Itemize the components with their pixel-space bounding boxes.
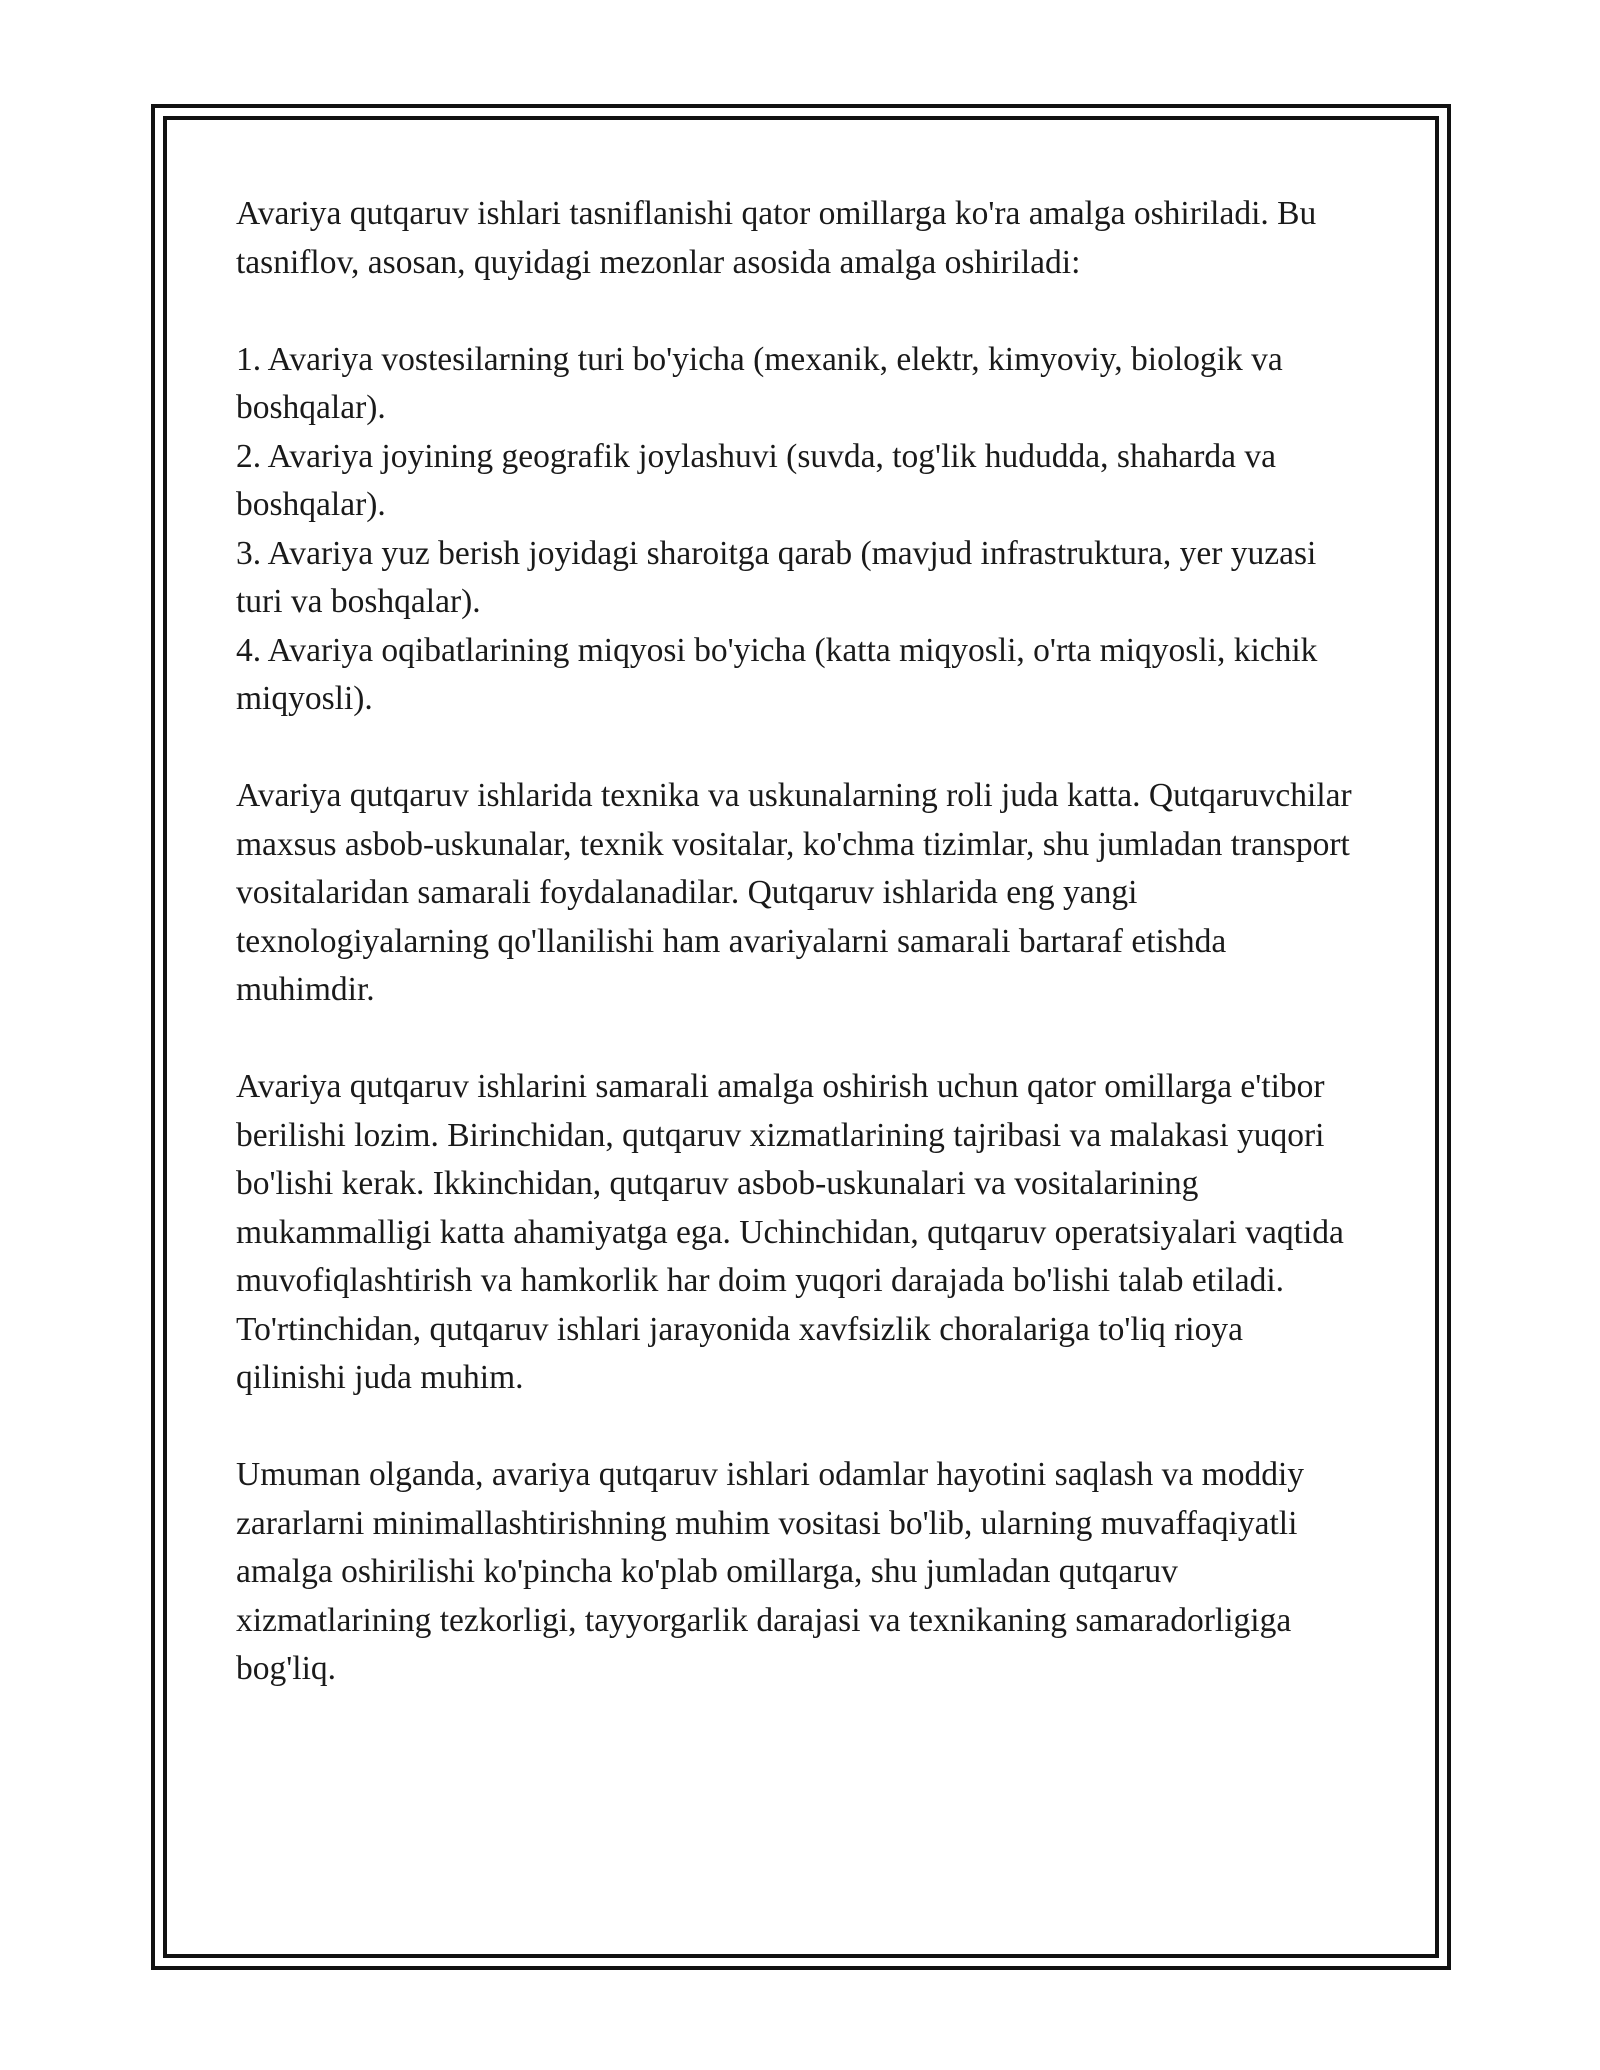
paragraph-factors: Avariya qutqaruv ishlarini samarali amalga oshirish uchun qator omillarga e'tibor berilishi lozim. Birinchidan, qutqaruv xizmatlarining tajribasi va malakasi yuqori bo'lishi kerak. Ikkinchidan, qutqaruv asbob-uskunalari va vositalarining mukammalligi katta ahamiyatga ega. Uchinchidan, qutqaruv operatsiyalari vaqtida muvofiqlashtirish va hamkorlik har doim yuqori darajada bo'lishi talab etiladi. To'rtinchidan, qutqaruv ishlari jarayonida xavfsizlik choralariga to'liq rioya qilinishi juda muhim.	[236, 1068, 1344, 1396]
paragraph-conclusion: Umuman olganda, avariya qutqaruv ishlari odamlar hayotini saqlash va moddiy zararlarni minimallashtirishning muhim vositasi bo'lib, ularning muvaffaqiyatli amalga oshirilishi ko'pincha ko'plab omillarga, shu jumladan qutqaruv xizmatlarining tezkorligi, tayyorgarlik darajasi va texnikaning samaradorligiga bog'liq.	[236, 1456, 1305, 1687]
list-item: 1. Avariya vostesilarning turi bo'yicha (mexanik, elektr, kimyoviy, biologik va boshqalar).	[236, 340, 1283, 426]
document-body	[236, 190, 1356, 1742]
list-item: 3. Avariya yuz berish joyidagi sharoitga qarab (mavjud infrastruktura, yer yuzasi turi va boshqalar).	[236, 534, 1317, 620]
criteria-list	[236, 336, 1356, 724]
list-item: 4. Avariya oqibatlarining miqyosi bo'yicha (katta miqyosli, o'rta miqyosli, kichik miqyosli).	[236, 631, 1318, 717]
paragraph-technology: Avariya qutqaruv ishlarida texnika va uskunalarning roli juda katta. Qutqaruvchilar maxsus asbob-uskunalar, texnik vositalar, ko'chma tizimlar, shu jumladan transport vositalaridan samarali foydalanadilar. Qutqaruv ishlarida eng yangi texnologiyalarning qo'llanilishi ham avariyalarni samarali bartaraf etishda muhimdir.	[236, 777, 1352, 1008]
list-item: 2. Avariya joyining geografik joylashuvi (suvda, tog'lik hududda, shaharda va boshqalar).	[236, 437, 1276, 523]
paragraph-intro: Avariya qutqaruv ishlari tasniflanishi qator omillarga ko'ra amalga oshiriladi. Bu tasniflov, asosan, quyidagi mezonlar asosida amalga oshiriladi:	[236, 195, 1317, 281]
